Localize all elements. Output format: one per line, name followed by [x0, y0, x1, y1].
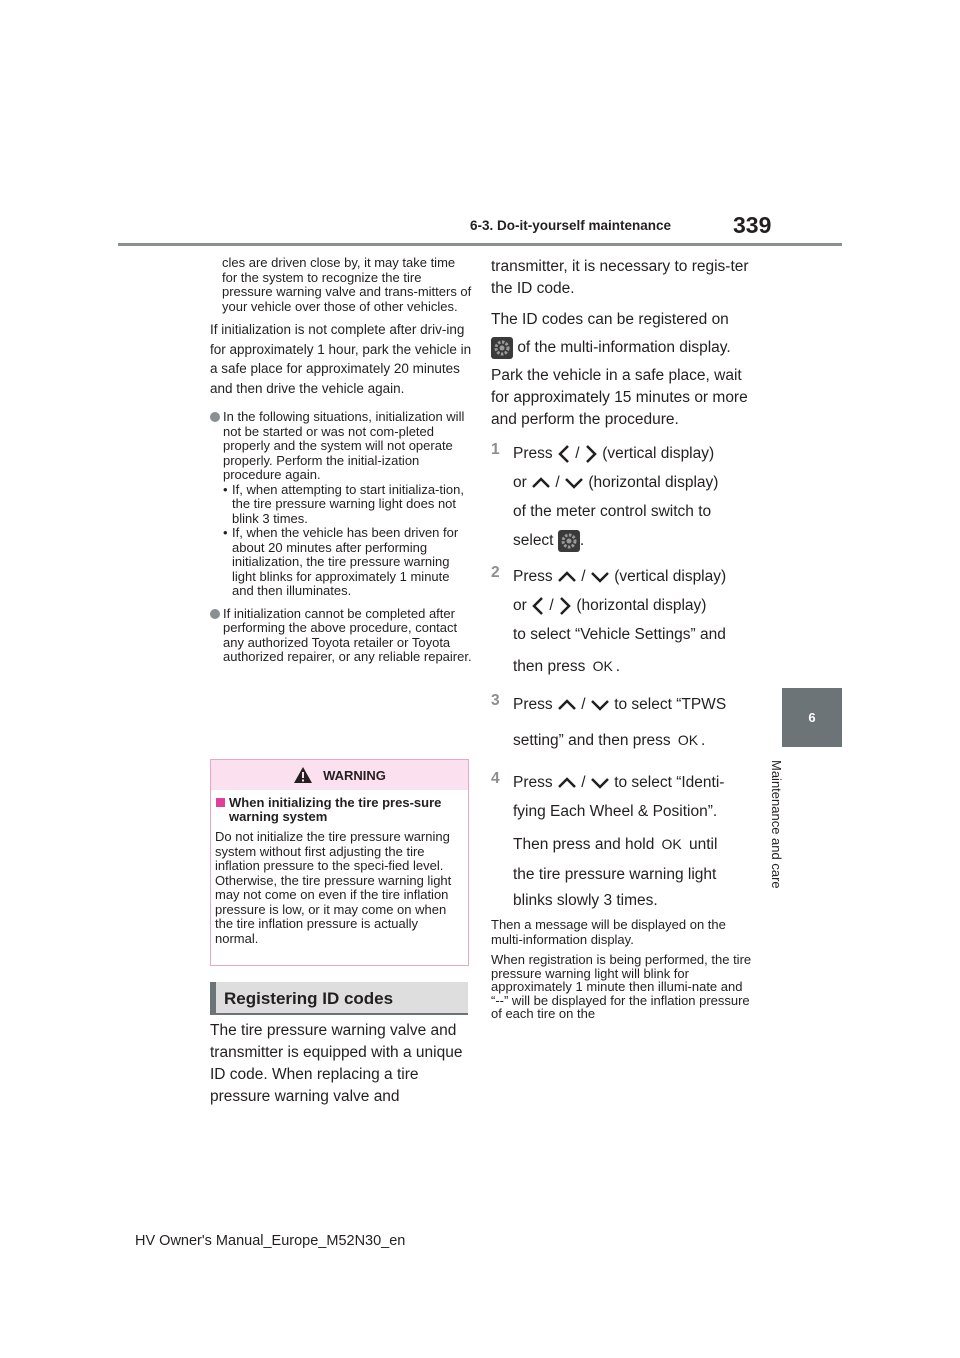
chevron-up-icon [531, 476, 551, 490]
right-paragraph-3: Park the vehicle in a safe place, wait for approximately 15 minutes or more and perform the procedure. [491, 367, 748, 429]
chevron-up-icon [557, 698, 577, 712]
ok-button-icon: OK [592, 658, 613, 675]
sub-item [210, 526, 472, 599]
right-paragraph-2 [491, 337, 753, 359]
page-number: 339 [733, 212, 772, 238]
step-text: . [615, 658, 621, 676]
slash: / [581, 774, 586, 792]
chevron-left-icon [531, 596, 545, 616]
step-text: to select “Vehicle Settings” and [513, 626, 726, 644]
step-text: fying Each Wheel & Position”. [513, 803, 718, 821]
step-text: setting” and then press [513, 732, 671, 750]
step-text: until [688, 836, 718, 854]
step-number: 4 [491, 770, 500, 788]
dot-marker: • [223, 481, 228, 497]
chevron-down-icon [590, 776, 610, 790]
step-text: the tire pressure warning light [513, 866, 717, 884]
continued-text: cles are driven close by, it may take time for the system to recognize the tire pressure warning valve and trans-mitters of your vehicle over those of other vehicles. [222, 255, 472, 314]
step-text: Press [513, 696, 553, 714]
warning-body [211, 790, 468, 946]
chevron-left-icon [557, 444, 571, 464]
step-text: then press [513, 658, 586, 676]
step-text: . [701, 732, 706, 750]
warning-triangle-icon [293, 766, 313, 784]
bullet-icon [210, 412, 220, 422]
chapter-tab: 6 [782, 688, 842, 747]
warning-header [211, 760, 468, 790]
init-paragraph: If initialization is not complete after driv-ing for approximately 1 hour, park the vehicle in a safe place for approximately 20 minutes and then drive the vehicle again. [210, 322, 472, 396]
slash: / [549, 597, 554, 615]
slash: / [575, 445, 580, 463]
step-text: Press [513, 774, 553, 792]
step-text: blinks slowly 3 times. [513, 892, 658, 910]
ok-button-icon: OK [677, 732, 699, 749]
slash: / [555, 474, 560, 492]
step-number: 1 [491, 441, 500, 459]
step-1 [491, 441, 753, 558]
bullet-text: If initialization cannot be completed after performing the above procedure, contact any authorized Toyota retailer or Toyota authorized repairer, or any reliable repairer. [223, 605, 472, 664]
chevron-down-icon [590, 570, 610, 584]
chevron-down-icon [590, 698, 610, 712]
note-1: Then a message will be displayed on the multi-information display. [491, 917, 726, 947]
section-heading-rule [210, 1013, 468, 1015]
chevron-down-icon [564, 476, 584, 490]
reg-paragraph-container [210, 1020, 472, 1108]
chevron-right-icon [584, 444, 598, 464]
slash: / [581, 696, 586, 714]
warning-text: Do not initialize the tire pressure warning system without first adjusting the tire inflation pressure to the speci-fied level. Otherwise, the tire pressure warning light may not come on even if the tire inflation pressure is low, or it may come on when the tire inflation pressure is actually normal. [215, 829, 452, 946]
step-text: Press [513, 445, 553, 463]
step-text: or [513, 474, 527, 492]
step-text: Then press and hold [513, 836, 655, 854]
step-text: to select “Identi- [614, 774, 725, 792]
section-title: 6-3. Do-it-yourself maintenance [470, 218, 672, 233]
step-text: (vertical display) [602, 445, 715, 463]
bullet-item [210, 607, 472, 665]
right-paragraph-1: transmitter, it is necessary to regis-ter the ID code. [491, 258, 749, 297]
warning-box [210, 759, 469, 966]
bullet-icon [210, 609, 220, 619]
ok-button-icon: OK [661, 836, 682, 853]
chapter-label-container [769, 760, 796, 910]
header-divider [118, 243, 842, 246]
settings-gear-icon [491, 337, 513, 359]
step-number: 3 [491, 692, 500, 710]
settings-gear-icon [558, 530, 580, 552]
right-column [491, 256, 753, 1021]
note-2: When registration is being performed, the tire pressure warning light will blink for approximately 1 minute then illumi-nate and “--” will be displayed for the inflation pressure of each tire on the [491, 952, 752, 1022]
step-4 [491, 770, 753, 912]
step-number: 2 [491, 564, 500, 582]
chevron-up-icon [557, 776, 577, 790]
chapter-label: Maintenance and care [769, 760, 784, 889]
sub-text: If, when the vehicle has been driven for about 20 minutes after performing initialization, the tire pressure warning light blinks for approximately 1 minute and then illuminates. [232, 525, 459, 598]
right-paragraph-2b: of the multi-information display. [517, 339, 731, 357]
bullet-item [210, 410, 472, 483]
right-paragraph-2a: The ID codes can be registered on [491, 311, 729, 328]
footer-text: HV Owner's Manual_Europe_M52N30_en [135, 1233, 406, 1249]
step-text: . [579, 532, 585, 550]
reg-paragraph: The tire pressure warning valve and transmitter is equipped with a unique ID code. When replacing a tire pressure warning valve and [210, 1022, 463, 1105]
warning-subtitle [215, 796, 464, 824]
step-2 [491, 564, 753, 686]
section-heading: Registering ID codes [210, 982, 468, 1015]
warning-subtitle-text: When initializing the tire pres-sure warning system [229, 795, 442, 824]
chevron-right-icon [558, 596, 572, 616]
chevron-up-icon [557, 570, 577, 584]
dot-marker: • [223, 525, 228, 540]
step-text: (horizontal display) [588, 474, 719, 492]
step-text: or [513, 597, 527, 615]
square-marker-icon [216, 798, 225, 807]
step-text: Press [513, 568, 553, 586]
sub-text: If, when attempting to start initializa-tion, the tire pressure warning light does not blink 3 times. [232, 481, 464, 526]
bullet-text: In the following situations, initialization will not be started or was not com-pleted properly and the system will not operate properly. Perform the initial-ization procedure again. [223, 409, 465, 482]
sub-item [210, 483, 472, 527]
step-text: to select “TPWS [614, 696, 727, 714]
step-3 [491, 692, 753, 764]
slash: / [581, 568, 586, 586]
left-column [210, 256, 472, 665]
step-text: (vertical display) [614, 568, 727, 586]
step-text: of the meter control switch to [513, 503, 712, 521]
warning-title: WARNING [323, 767, 386, 783]
step-text: select [513, 532, 554, 550]
step-text: (horizontal display) [576, 597, 707, 615]
